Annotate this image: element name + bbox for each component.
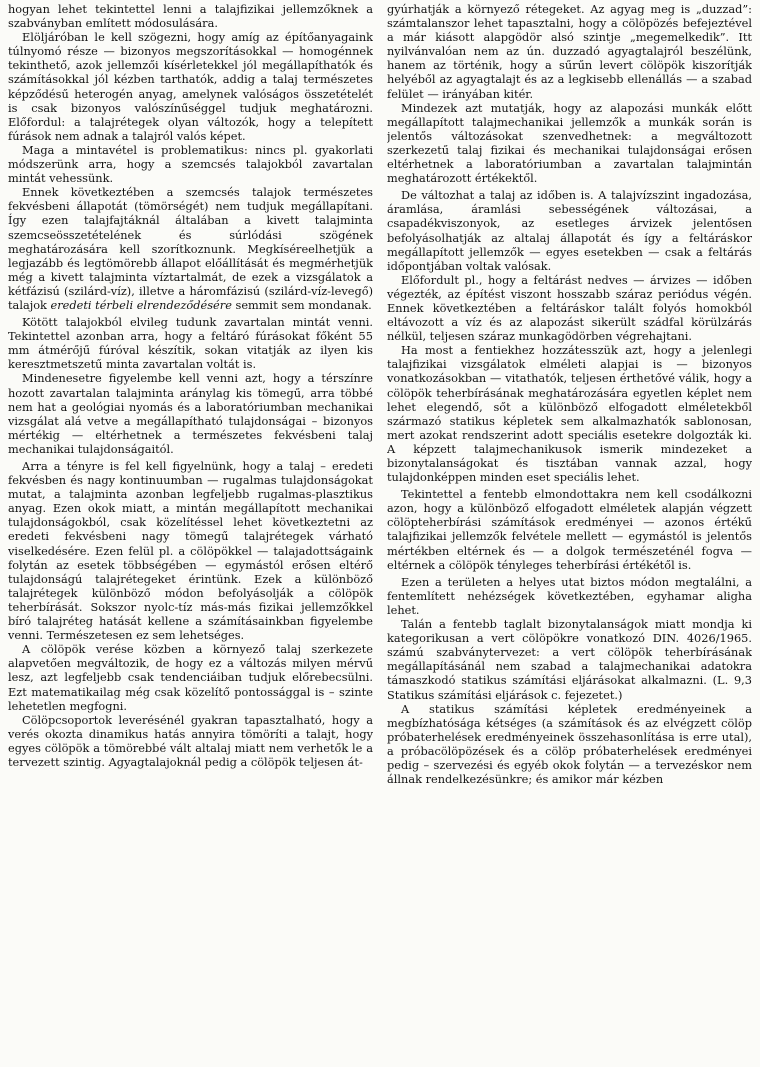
paragraph: Tekintettel a fentebb elmondottakra nem kell csodálkozni azon, hogy a különböző elfogadott elméletek alapján végzett cölöpteherbírási számítások eredményei — azonos értékű talajfizikai jellemzők felvétele mellett — egymástól is jelentős mértékben eltérnek és — a dolgok természeténél fogva — eltérnek a cölöpök tényleges teherbírási értékétől is. — [387, 487, 752, 572]
paragraph: De változhat a talaj az időben is. A talajvízszint ingadozása, áramlása, áramlási sebességének változásai, a csapadékviszonyok, az esetleges árvizek jelentősen befolyásolhatják az altalaj állapotát és így a feltáráskor megállapított jellemzők — egyes esetekben — csak a feltárás időpontjában voltak valósak. — [387, 188, 752, 273]
paragraph: Mindenesetre figyelembe kell venni azt, hogy a térszínre hozott zavartalan talajminta aránylag kis tömegű, arra többé nem hat a geológiai nyomás és a laboratóriumban mechanikai vizsgálat alá vetve a megállapítható tulajdonságai – bizonyos mértékig — eltérhetnek a természetes fekvésbeni talaj mechanikai tulajdonságaitól. — [8, 371, 373, 456]
paragraph-text-after: semmit sem mondanak. — [231, 297, 372, 312]
paragraph: Ha most a fentiekhez hozzátesszük azt, hogy a jelenlegi talajfizikai vizsgálatok elméleti alapjai is — bizonyos vonatkozásokban — vitathatók, teljesen érthetővé válik, hogy a cölöpök teherbírásának meghatározására egyetlen képlet nem lehet elegendő, sőt a különböző elfogadott elméletekből származó statikus képletek sem alkalmazhatók sablonosan, mert azokat rendszerint adott speciális esetekre dolgozták ki. A képzett talajmechanikusok ismerik mindezeket a bizonytalanságokat és tisztában vannak azzal, hogy tulajdonképpen minden eset speciális lehet. — [387, 343, 752, 485]
paragraph: Maga a mintavétel is problematikus: nincs pl. gyakorlati módszerünk arra, hogy a szemcsés talajokból zavartalan mintát vehessünk. — [8, 142, 373, 186]
paragraph — [8, 185, 373, 312]
paragraph: A cölöpök verése közben a környező talaj szerkezete alapvetően megváltozik, de hogy ez a változás milyen mérvű lesz, azt legfeljebb csak tendenciáiban tudjuk előrebecsülni. Ezt matematikailag még csak közelítő pontossággal is – szinte lehetetlen megfogni. — [8, 642, 373, 713]
paragraph-text: Ennek következtében a szemcsés talajok természetes fekvésbeni állapotát (tömörségét) nem tudjuk megállapítani. Így ezen talajfajtáknál általában a kivett talajminta szemcseösszetételének és súrlódási szögének meghatározására kell szorítkoznunk. Megkíséreelhetjük a legjazább és legtömörebb állapot előállítását és megmérhetjük még a kivett talajminta víztartalmát, de ezek a vizsgálatok a kétfázisú (szilárd-víz), illetve a háromfázisú (szilárd-víz-levegő) talajok — [8, 185, 373, 312]
paragraph: gyúrhatják a környező rétegeket. Az agyag meg is „duzzad”: számtalanszor lehet tapasztalni, hogy a cölöpözés befejeztével a már kiásott alapgödör alsó szintje „megemelkedik”. Itt nyilvánvalóan nem az ún. duzzadó agyagtalajról beszélünk, hanem az történik, hogy a sűrűn levert cölöpök kiszorítják helyéből az agyagtalajt és az a legkisebb ellenállás — a szabad felület — irányában kitér. — [387, 2, 752, 101]
paragraph: Arra a tényre is fel kell figyelnünk, hogy a talaj – eredeti fekvésben és nagy kontinuumban — rugalmas tulajdonságokat mutat, a talajminta azonban legfeljebb rugalmas-plasztikus anyag. Ezen okok miatt, a mintán megállapított mechanikai tulajdonságokból, csak közelítéssel lehet következtetni az eredeti fekvésbeni nagy tömegű talajrétegek várható viselkedésére. Ezen felül pl. a cölöpökkel — talajadottságaink folytán az esetek többségében — egymástól erősen eltérő tulajdonságú talajrétegeket érintünk. Ezek a különböző talajrétegek különböző módon befolyásolják a cölöpök teherbírását. Sokszor nyolc-tíz más-más fizikai jellemzőkkel bíró talajréteg hatását kellene a számításainkban figyelembe venni. Természetesen ez sem lehetséges. — [8, 459, 373, 643]
paragraph: Ezen a területen a helyes utat biztos módon megtalálni, a fentemlített nehézségek következtében, egyhamar aligha lehet. — [387, 574, 752, 617]
right-column — [387, 2, 752, 1067]
paragraph: Kötött talajokból elvileg tudunk zavartalan mintát venni. Tekintettel azonban arra, hogy a feltáró fúrásokat főként 55 mm átmérőjű fúróval készítik, sokan vitatják az ilyen kis keresztmetszetű minta zavartalan voltát is. — [8, 315, 373, 372]
emphasized-text: eredeti térbeli elrendeződésére — [50, 297, 232, 312]
paragraph: A statikus számítási képletek eredményeinek a megbízhatósága kétséges (a számítások és az elvégzett cölöp próbaterhelések eredményeinek összehasonlítása is erre utal), a próbacölöpözések és a cölöp próbaterhelések eredményei pedig – szervezési és egyéb okok folytán — a tervezéskor nem állnak rendelkezésünkre; és amikor már kézben — [387, 701, 752, 787]
paragraph: Elöljáróban le kell szögezni, hogy amíg az építőanyagaink túlnyomó része — bizonyos megszorításokkal — homogénnek tekinthető, azok jellemzői kísérletekkel jól megállapíthatók és számításokkal jól kézben tarthatók, addig a talaj természetes képződésű heterogén anyag, amelynek valóságos összetételét is csak bizonyos valószínűséggel tudjuk meghatározni. Előfordul: a talajrétegek olyan változók, hogy a telepített fúrások nem adnak a talajról valós képet. — [8, 30, 373, 143]
paragraph: hogyan lehet tekintettel lenni a talajfizikai jellemzőknek a szabványban említett módosulására. — [8, 2, 373, 31]
paragraph: Előfordult pl., hogy a feltárást nedves — árvizes — időben végezték, az építést viszont hosszabb száraz periódus végén. Ennek következtében a feltáráskor talált folyós homokból eltávozott a víz és az alapozást sikerült szádfal körülzárás nélkül, teljesen száraz munkagödörben végrehajtani. — [387, 272, 752, 344]
left-column — [8, 2, 373, 1067]
paragraph: Mindezek azt mutatják, hogy az alapozási munkák előtt megállapított talajmechanikai jellemzők a munkák során is jelentős változásokat szenvedhetnek: a megváltozott szerkezetű talaj fizikai és mechanikai tulajdonságai erősen eltérhetnek a laboratóriumban a zavartalan talajmintán meghatározott értékektől. — [387, 100, 752, 186]
paragraph: Talán a fentebb taglalt bizonytalanságok miatt mondja ki kategorikusan a vert cölöpökre vonatkozó DIN. 4026/1965. számú szabványtervezet: a vert cölöpök teherbírásának megállapításánál nem szabad a talajmechanikai adatokra támaszkodó statikus számítási eljárásokat alkalmazni. (L. 9,3 Statikus számítási eljárások c. fejezetet.) — [387, 617, 752, 702]
paragraph: Cölöpcsoportok leverésénél gyakran tapasztalható, hogy a verés okozta dinamikus hatás annyira tömöríti a talajt, hogy egyes cölöpök a tömörebbé vált altalaj miatt nem verhetők le a tervezett szintig. Agyagtalajoknál pedig a cölöpök teljesen át- — [8, 712, 373, 769]
